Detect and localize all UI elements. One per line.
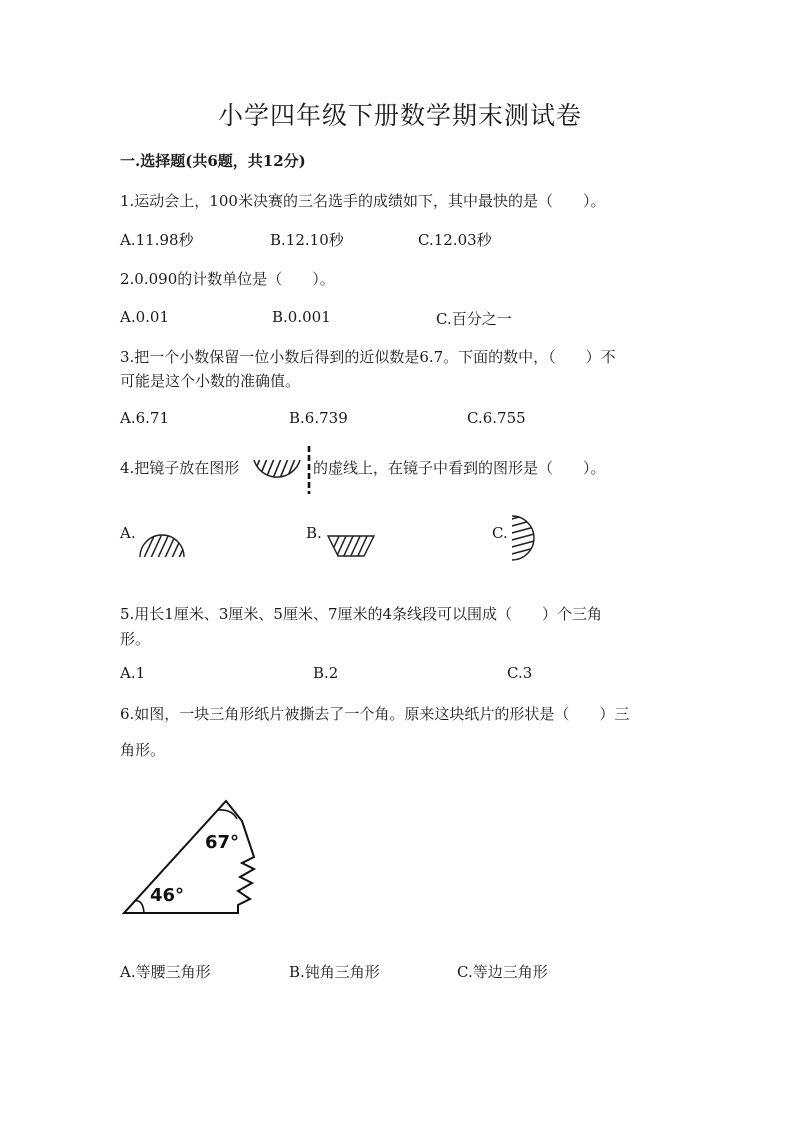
question-5-option-b[interactable]: B.2 — [313, 664, 339, 682]
question-4-option-c[interactable]: C. — [492, 524, 508, 542]
question-3-text-line1: 3.把一个小数保留一位小数后得到的近似数是6.7。下面的数中，（ ）不 — [120, 348, 616, 366]
question-1-option-c[interactable]: C.12.03秒 — [418, 231, 492, 249]
question-2-option-a[interactable]: A.0.01 — [120, 308, 169, 326]
question-1-option-b[interactable]: B.12.10秒 — [270, 231, 344, 249]
angle-label-46: 46° — [150, 885, 185, 906]
question-2-option-c[interactable]: C.百分之一 — [436, 310, 512, 328]
question-3-option-c[interactable]: C.6.755 — [467, 409, 526, 427]
question-1-text: 1.运动会上，100米决赛的三名选手的成绩如下，其中最快的是（ ）。 — [120, 192, 606, 210]
question-4-option-a[interactable]: A. — [120, 524, 136, 542]
question-6-text-line1: 6.如图，一块三角形纸片被撕去了一个角。原来这块纸片的形状是（ ）三 — [120, 705, 630, 723]
question-4-option-b-shape — [326, 534, 376, 560]
question-6-option-a[interactable]: A.等腰三角形 — [120, 963, 211, 981]
question-3-text-line2: 可能是这个小数的准确值。 — [120, 372, 301, 390]
question-4-text-before: 4.把镜子放在图形 — [120, 459, 240, 477]
question-5-text-line1: 5.用长1厘米、3厘米、5厘米、7厘米的4条线段可以围成（ ）个三角 — [120, 605, 603, 623]
question-4-option-b[interactable]: B. — [306, 524, 322, 542]
question-2-text: 2.0.090的计数单位是（ ）。 — [120, 270, 335, 288]
section-heading: 一.选择题(共6题，共12分) — [120, 152, 306, 170]
question-5-text-line2: 形。 — [120, 630, 151, 648]
question-4-shape-figure — [252, 454, 302, 494]
angle-label-67: 67° — [205, 832, 240, 853]
question-5-option-a[interactable]: A.1 — [120, 664, 146, 682]
question-6-option-b[interactable]: B.钝角三角形 — [289, 963, 380, 981]
question-2-option-b[interactable]: B.0.001 — [272, 308, 331, 326]
torn-triangle-figure — [118, 795, 268, 920]
question-6-text-line2: 角形。 — [120, 741, 166, 759]
question-5-option-c[interactable]: C.3 — [507, 664, 533, 682]
question-3-option-a[interactable]: A.6.71 — [120, 409, 169, 427]
question-4-option-a-shape — [138, 534, 186, 560]
question-1-option-a[interactable]: A.11.98秒 — [120, 231, 194, 249]
question-4-text-after: 的虚线上，在镜子中看到的图形是（ ）。 — [313, 459, 606, 477]
mirror-dashed-line — [306, 446, 312, 494]
question-3-option-b[interactable]: B.6.739 — [289, 409, 348, 427]
question-4-option-c-shape — [508, 514, 540, 562]
page-title: 小学四年级下册数学期末测试卷 — [217, 101, 582, 130]
question-6-option-c[interactable]: C.等边三角形 — [457, 963, 548, 981]
